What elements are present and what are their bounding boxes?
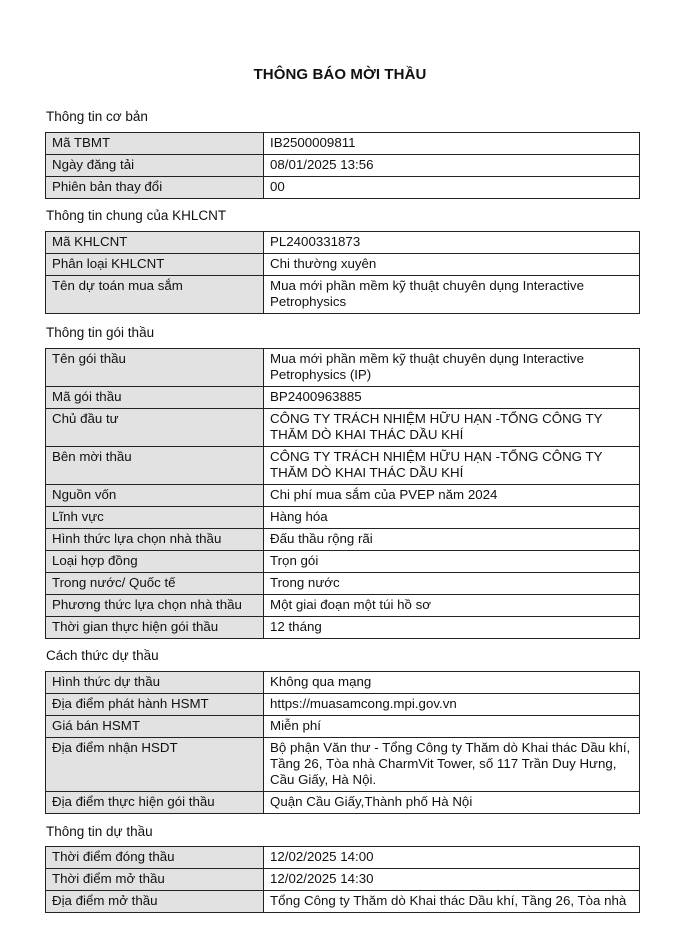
field-value: Bộ phận Văn thư - Tổng Công ty Thăm dò Khai thác Dầu khí, Tầng 26, Tòa nhà CharmVit Tower, số 117 Trần Duy Hưng, Cầu Giấy, Hà Nội. [264,738,640,792]
field-key: Phương thức lựa chọn nhà thầu [46,594,264,616]
plan-info-table [45,231,640,314]
field-key: Phân loại KHLCNT [46,254,264,276]
field-value: Đấu thầu rộng rãi [264,528,640,550]
table-row [46,528,640,550]
field-key: Địa điểm phát hành HSMT [46,694,264,716]
basic-info-table [45,132,640,199]
table-row [46,446,640,484]
field-value: 12 tháng [264,616,640,638]
table-row [46,672,640,694]
table-row [46,349,640,387]
field-value: Trọn gói [264,550,640,572]
section-label-bid-info: Thông tin dự thầu [46,824,153,839]
section-label-bidding-method: Cách thức dự thầu [46,648,159,663]
field-value: BP2400963885 [264,387,640,409]
field-key: Giá bán HSMT [46,716,264,738]
field-value: Hàng hóa [264,506,640,528]
field-key: Địa điểm nhận HSDT [46,738,264,792]
field-value: Chi thường xuyên [264,254,640,276]
field-key: Thời điểm mở thầu [46,869,264,891]
field-value: Quận Cầu Giấy,Thành phố Hà Nội [264,792,640,814]
table-row [46,594,640,616]
field-value: Không qua mạng [264,672,640,694]
field-value: 12/02/2025 14:30 [264,869,640,891]
field-key: Chủ đầu tư [46,408,264,446]
field-value: PL2400331873 [264,232,640,254]
field-value: Chi phí mua sắm của PVEP năm 2024 [264,484,640,506]
table-row [46,408,640,446]
field-key: Hình thức dự thầu [46,672,264,694]
field-key: Phiên bản thay đổi [46,177,264,199]
field-key: Lĩnh vực [46,506,264,528]
field-key: Bên mời thầu [46,446,264,484]
field-value: Mua mới phần mềm kỹ thuật chuyên dụng Interactive Petrophysics [264,276,640,314]
field-value: 00 [264,177,640,199]
table-row [46,572,640,594]
field-key: Tên dự toán mua sắm [46,276,264,314]
field-key: Hình thức lựa chọn nhà thầu [46,528,264,550]
table-row [46,869,640,891]
table-row [46,484,640,506]
field-key: Nguồn vốn [46,484,264,506]
table-row [46,232,640,254]
field-key: Mã TBMT [46,133,264,155]
field-value: Trong nước [264,572,640,594]
field-value: CÔNG TY TRÁCH NHIỆM HỮU HẠN -TỔNG CÔNG TY THĂM DÒ KHAI THÁC DẦU KHÍ [264,408,640,446]
table-row [46,792,640,814]
table-row [46,716,640,738]
table-row [46,177,640,199]
table-row [46,254,640,276]
field-key: Thời điểm đóng thầu [46,847,264,869]
section-label-plan-info: Thông tin chung của KHLCNT [46,208,227,223]
table-row [46,738,640,792]
field-value: Mua mới phần mềm kỹ thuật chuyên dụng Interactive Petrophysics (IP) [264,349,640,387]
field-value: Miễn phí [264,716,640,738]
field-key: Địa điểm mở thầu [46,891,264,913]
field-key: Địa điểm thực hiện gói thầu [46,792,264,814]
field-key: Mã KHLCNT [46,232,264,254]
table-row [46,506,640,528]
field-key: Trong nước/ Quốc tế [46,572,264,594]
table-row [46,133,640,155]
table-row [46,276,640,314]
field-value: 12/02/2025 14:00 [264,847,640,869]
table-row [46,616,640,638]
section-label-package-info: Thông tin gói thầu [46,325,155,340]
table-row [46,155,640,177]
field-value: CÔNG TY TRÁCH NHIỆM HỮU HẠN -TỔNG CÔNG TY THĂM DÒ KHAI THÁC DẦU KHÍ [264,446,640,484]
field-key: Loại hợp đồng [46,550,264,572]
field-key: Mã gói thầu [46,387,264,409]
table-row [46,847,640,869]
field-key: Tên gói thầu [46,349,264,387]
field-value: https://muasamcong.mpi.gov.vn [264,694,640,716]
package-info-table [45,348,640,639]
table-row [46,891,640,913]
field-value: Một giai đoạn một túi hồ sơ [264,594,640,616]
field-value: Tổng Công ty Thăm dò Khai thác Dầu khí, Tầng 26, Tòa nhà [264,891,640,913]
table-row [46,387,640,409]
field-value: 08/01/2025 13:56 [264,155,640,177]
field-value: IB2500009811 [264,133,640,155]
section-label-basic-info: Thông tin cơ bản [46,109,148,124]
bid-info-table [45,846,640,913]
table-row [46,550,640,572]
table-row [46,694,640,716]
page-title: THÔNG BÁO MỜI THẦU [253,66,427,83]
field-key: Thời gian thực hiện gói thầu [46,616,264,638]
field-key: Ngày đăng tải [46,155,264,177]
bidding-method-table [45,671,640,814]
